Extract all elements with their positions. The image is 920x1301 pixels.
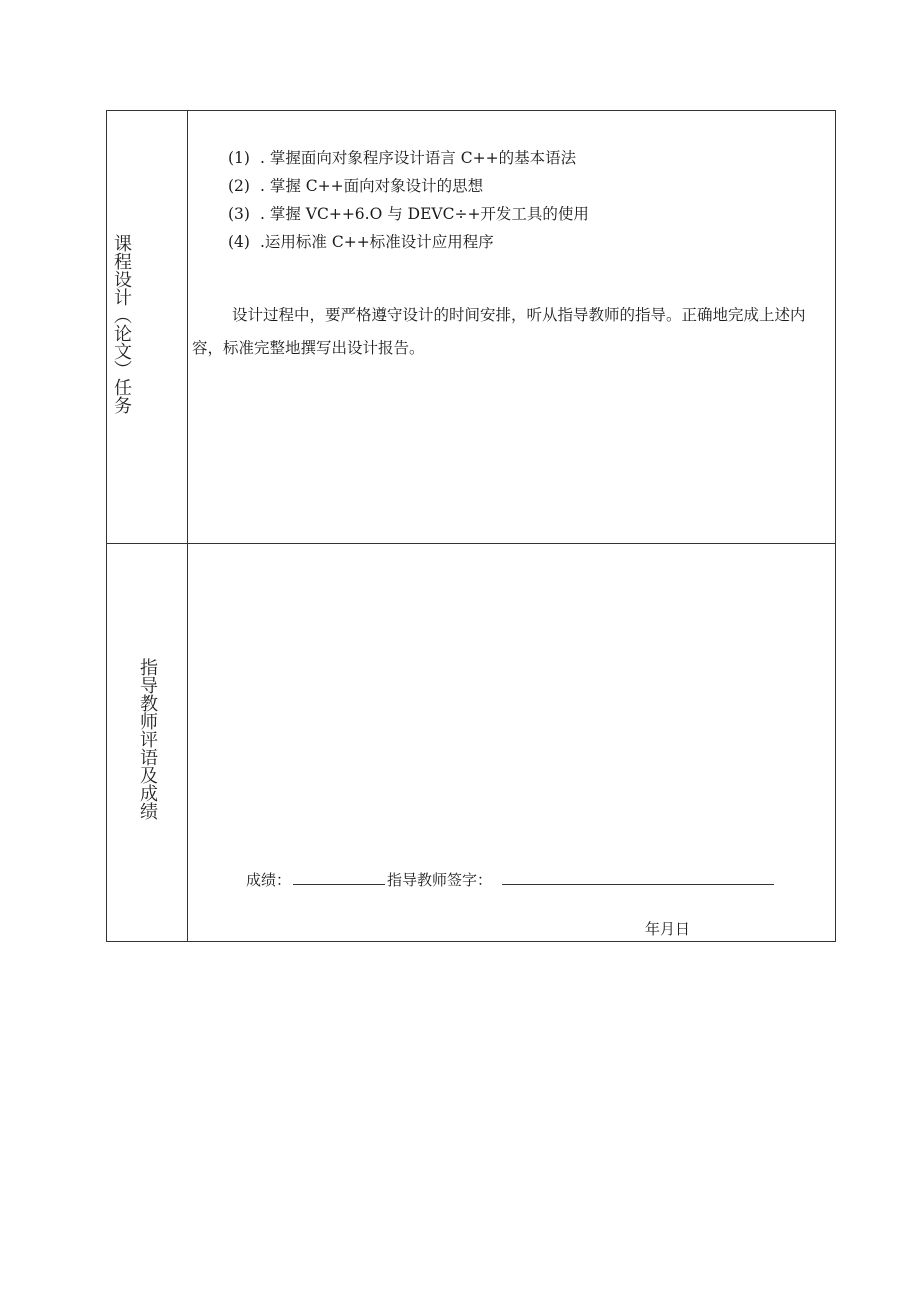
- task-paragraph: 设计过程中，要严格遵守设计的时间安排，听从指导教师的指导。正确地完成上述内容，标准完整地撰写出设计报告。: [192, 306, 806, 357]
- task-item: [228, 176, 483, 196]
- task-row: [107, 111, 835, 544]
- grade-blank[interactable]: [293, 870, 385, 885]
- signature-label: 指导教师签字：: [387, 871, 493, 889]
- signature-blank[interactable]: [502, 870, 774, 885]
- date-label: 年月日: [645, 920, 691, 938]
- task-item-number: (3): [228, 205, 250, 223]
- task-item-number: (2): [228, 177, 250, 195]
- task-label-cell: [107, 111, 188, 543]
- task-section-label: 课程设计（论文）任务: [111, 234, 132, 414]
- task-content-cell: [188, 111, 835, 543]
- task-item: [228, 232, 494, 252]
- course-design-form-table: [106, 110, 836, 942]
- task-item: [228, 204, 589, 224]
- task-item-text: . 掌握 VC++6.O 与 DEVC÷+开发工具的使用: [260, 205, 589, 223]
- review-section-label: 指导教师评语及成绩: [137, 658, 158, 820]
- task-item: [228, 148, 576, 168]
- review-row: [107, 544, 835, 941]
- task-item-number: (1): [228, 149, 250, 167]
- grade-signature-line: [246, 869, 774, 890]
- review-label-cell: [107, 544, 188, 941]
- task-item-text: . 掌握 C++面向对象设计的思想: [260, 177, 484, 195]
- task-item-text: .运用标准 C++标准设计应用程序: [260, 233, 494, 251]
- review-content-cell: [188, 544, 835, 941]
- task-item-text: . 掌握面向对象程序设计语言 C++的基本语法: [260, 149, 577, 167]
- grade-label: 成绩：: [246, 871, 292, 889]
- task-item-number: (4): [228, 233, 250, 251]
